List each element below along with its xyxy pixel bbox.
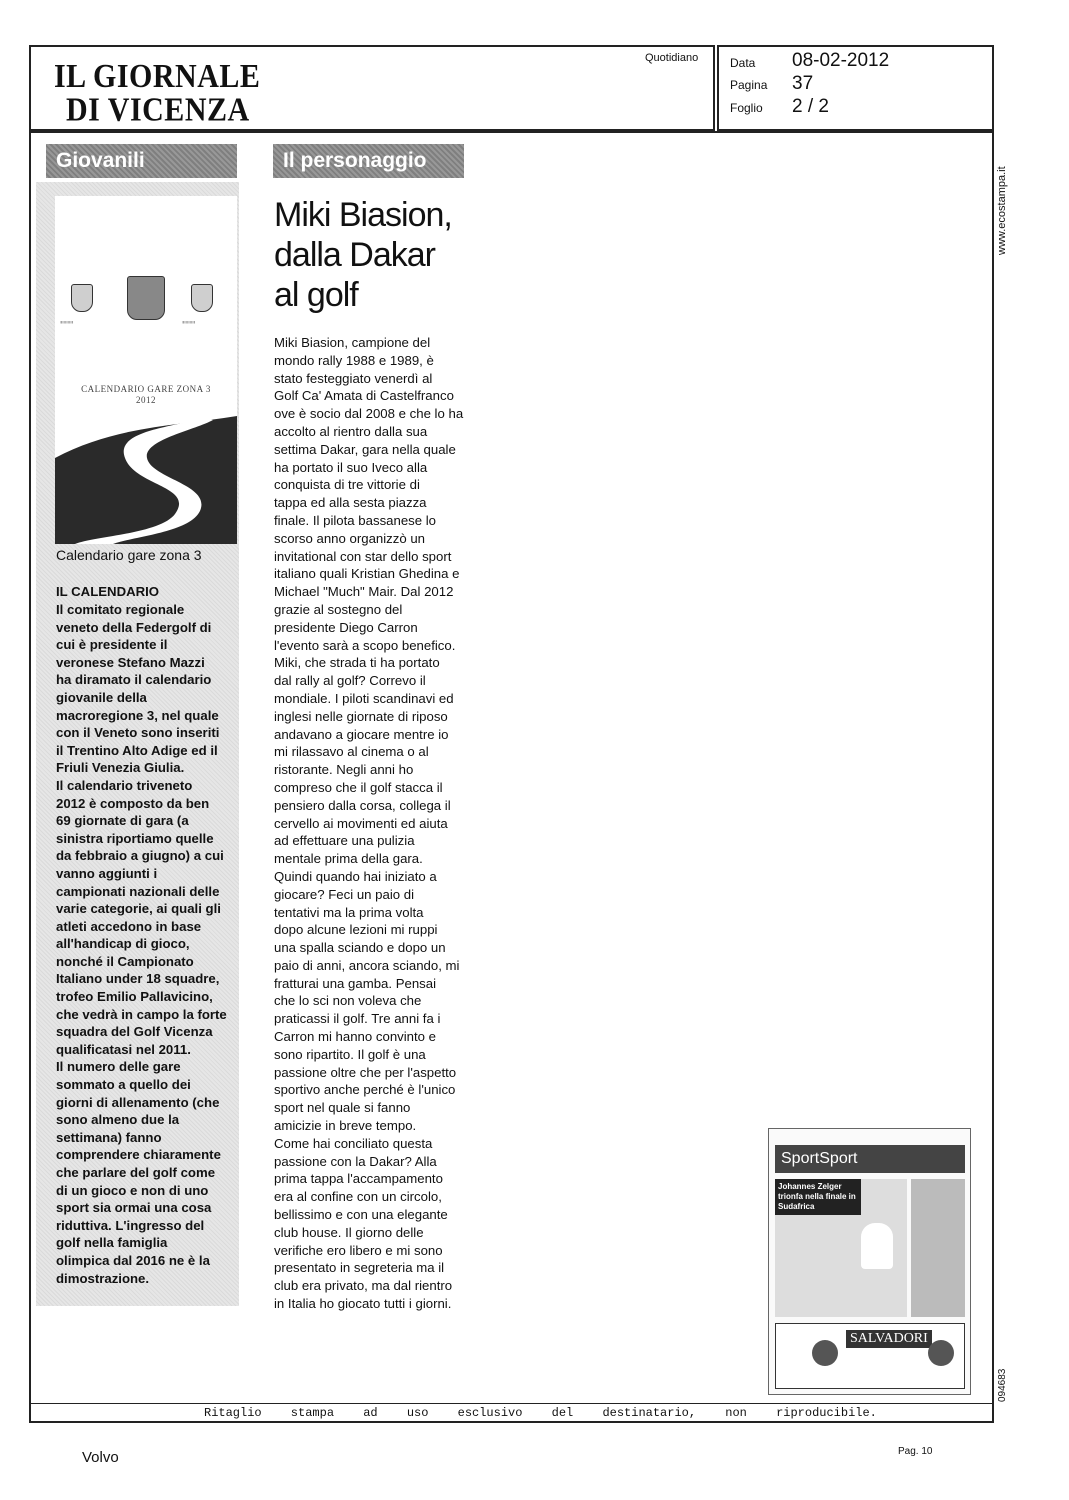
- thumb-sidebar: [911, 1179, 965, 1317]
- crest-caption: |||||||||||||||||: [182, 320, 196, 324]
- page-number: Pag. 10: [898, 1446, 933, 1457]
- poster-caption: Calendario gare zona 3: [56, 547, 202, 563]
- masthead: [54, 57, 261, 129]
- article-headline: [274, 195, 474, 315]
- page-value: 37: [792, 73, 814, 94]
- masthead-line-2: DI VICENZA: [66, 91, 250, 129]
- thumb-article: [775, 1179, 907, 1317]
- thumb-headline: Johannes Zelger trionfa nella finale in Sudafrica: [775, 1179, 861, 1215]
- subhead: IL CALENDARIO: [56, 584, 160, 599]
- thumb-masthead: [775, 1145, 965, 1173]
- ad-circle-left: [812, 1340, 838, 1366]
- thumb-section: SportSport: [781, 1150, 858, 1167]
- headline-line-1: Miki Biasion,: [274, 196, 452, 234]
- reproduction-notice: Ritaglio stampa ad uso esclusivo del destinatario, non riproducibile.: [204, 1406, 877, 1420]
- date-label: Data: [730, 56, 756, 70]
- clipping-code: 094683: [997, 1368, 1008, 1402]
- road-illustration: [55, 196, 237, 544]
- article-body: Miki Biasion, campione del mondo rally 1988 e 1989, è stato festeggiato venerdì al Golf Ca' Amata di Castelfranco ove è socio dal 2008 e che lo ha accolto al rientro dalla sua settima Dakar, gara nella quale ha portato il suo Iveco alla conquista di tre vittorie di tappa ed alla sesta piazza finale. Il pilota bassanese lo scorso anno organizzò un invitational con star dello sport italiano quali Kristian Ghedina e Michael "Much" Mair. Dal 2012 grazie al sostegno del presidente Diego Carron l'evento sarà a scopo benefico. Miki, che strada ti ha portato dal rally al golf? Correvo il mondiale. I piloti scandinavi ed inglesi nelle giornate di riposo andavano a giocare mentre io mi rilassavo al cinema o al ristorante. Negli anni ho compreso che il golf stacca il pensiero dalla corsa, collega il cervello ai movimenti ed aiuta ad effettuare una pulizia mentale prima della gara. Quindi quando hai iniziato a giocare? Feci un paio di tentativi ma la prima volta dopo alcune lezioni mi ruppi una spalla sciando e dopo un paio di anni, ancora sciando, mi fratturai una gamba. Pensai che lo sci non voleva che praticassi il golf. Tre anni fa i Carron mi hanno convinto e sono ripartito. Il golf è una passione oltre che per l'aspetto sportivo anche perché è l'unico sport nel quale si fanno amicizie in breve tempo. Come hai conciliato questa passione con la Dakar? Alla prima tappa l'accampamento era al confine con un circolo, bellissimo e con una elegante club house. Il giorno delle verifiche ero libero e mi sono presentato in segreteria ma il club era privato, ma dal rientro in Italia ho giocato tutti i giorni.: [274, 335, 464, 1312]
- section-title: Il personaggio: [283, 149, 427, 172]
- poster-title-text: CALENDARIO GARE ZONA 3: [81, 384, 211, 394]
- ad-circle-right: [928, 1340, 954, 1366]
- ad-brand: SALVADORI: [846, 1330, 932, 1348]
- publication-type: Quotidiano: [645, 52, 699, 64]
- page-label: Pagina: [730, 78, 768, 92]
- date-value: 08-02-2012: [792, 50, 890, 71]
- poster-year: 2012: [136, 395, 156, 405]
- headline-line-3: al golf: [274, 276, 358, 314]
- section-bar-personaggio: [273, 144, 464, 178]
- masthead-line-1: IL GIORNALE: [54, 57, 261, 95]
- website-url: www.ecostampa.it: [996, 166, 1008, 255]
- brand-label: Volvo: [82, 1449, 119, 1466]
- crest-caption: |||||||||||||||||: [60, 320, 74, 324]
- thumb-ad: [775, 1323, 965, 1389]
- sheet-value: 2 / 2: [792, 96, 829, 117]
- calendar-poster: [55, 196, 237, 544]
- page-thumbnail: [768, 1128, 971, 1395]
- left-body-text: Il comitato regionale veneto della Federgolf di cui è presidente il veronese Stefano Mazzi ha diramato il calendario giovanile della macroregione 3, nel quale con il Veneto sono inseriti il Trentino Alto Adige ed il Friuli Venezia Giulia. Il calendario triveneto 2012 è composto da ben 69 giornate di gara (a sinistra riportiamo quelle da febbraio a giugno) a cui vanno aggiunti i campionati nazionali delle varie categorie, ai quali gli atleti accedono in base all'handicap di gioco, nonché il Campionato Italiano under 18 squadre, trofeo Emilio Pallavicino, che vedrà in campo la forte squadra del Golf Vicenza qualificatasi nel 2011. Il numero delle gare sommato a quello dei giorni di allenamento (che sono almeno due la settimana) fanno comprendere chiaramente che parlare del golf come di un gioco e non di uno sport sia ormai una cosa riduttiva. L'ingresso del golf nella famiglia olimpica dal 2016 ne è la dimostrazione.: [56, 602, 227, 1286]
- section-title: Giovanili: [56, 149, 145, 172]
- footer-rule: [29, 1403, 994, 1404]
- thumb-photo: [861, 1223, 893, 1269]
- sheet-label: Foglio: [730, 101, 763, 115]
- section-bar-giovanili: [46, 144, 237, 178]
- headline-line-2: dalla Dakar: [274, 236, 435, 274]
